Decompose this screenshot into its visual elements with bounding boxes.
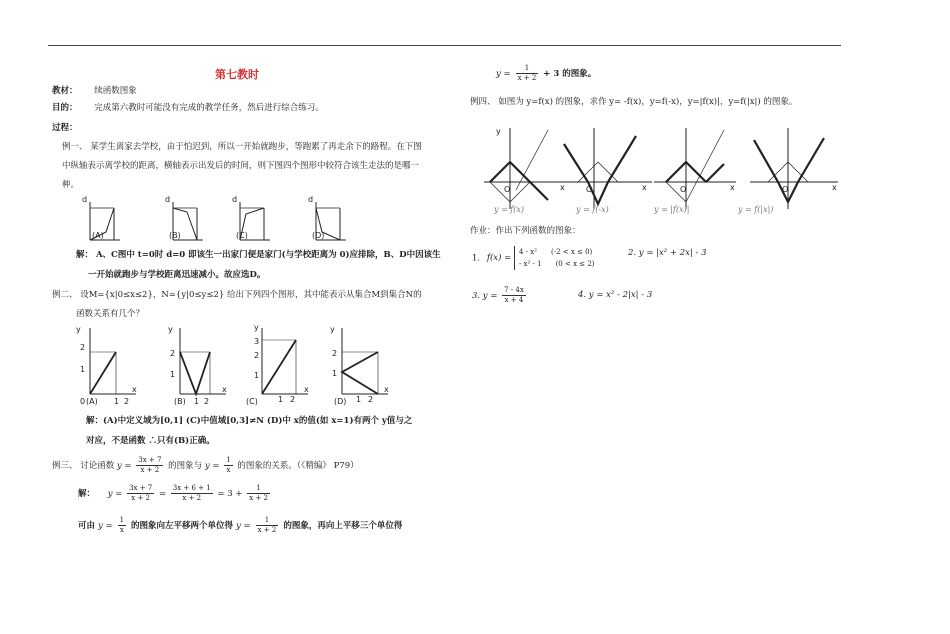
x-axis-label: x	[832, 183, 837, 192]
homework-problem-1	[472, 246, 595, 270]
example4-graph-abs-fx	[650, 124, 740, 219]
tick-1: 1	[254, 371, 260, 380]
lesson-title: 第七教时	[215, 68, 259, 81]
solution-label: 解：	[78, 489, 96, 499]
continuation-suffix: + 3 的图象。	[543, 69, 597, 79]
example3-shift-line: 可由 y = $\frac{1}{x}$ 的图象向左平移两个单位得 y = $\frac{1}{x + 2}$ 的图象，再向上平移三个单位得	[78, 516, 403, 534]
process-label: 过程：	[52, 123, 78, 133]
purpose-value: 完成第六教时可能没有完成的教学任务，然后进行综合练习。	[94, 103, 324, 113]
homework-problem-4: 4. y = x² - 2|x| - 3	[578, 290, 653, 300]
problem-1-number: 1.	[472, 253, 481, 264]
example2-line2: 函数关系有几个？	[76, 309, 145, 319]
y-eq: y =	[107, 489, 123, 499]
tick-1: 1	[356, 395, 362, 404]
material-label: 教材：	[52, 86, 78, 96]
graph-tag-b: (B)	[174, 397, 186, 406]
tick-2: 2	[254, 351, 260, 360]
example1-line2: 中纵轴表示离学校的距离，横轴表示出发后的时间，则下图四个图形中较符合该生走法的是哪一	[62, 161, 420, 171]
caption-fx: y = f(x)	[494, 205, 525, 214]
example2-graph-a	[70, 322, 140, 408]
example3-prefix: 例三、 讨论函数	[52, 461, 115, 471]
homework-title: 作业：作出下列函数的图象：	[470, 226, 581, 236]
tick-3: 3	[254, 337, 260, 346]
piecewise-cases	[514, 246, 595, 270]
fraction-5: $\frac{1}{x + 2}$	[249, 484, 268, 502]
example1-graph-c	[232, 192, 272, 242]
graph-tag-d: (D)	[334, 397, 347, 406]
shift-mid: 的图象向左平移两个单位得	[131, 521, 234, 531]
d-axis-label: d	[165, 195, 171, 204]
tick-1: 1	[278, 395, 284, 404]
example3-continuation: y = $\frac{1}{x + 2}$ + 3 的图象。	[496, 64, 597, 82]
example3-solution	[78, 484, 272, 503]
example1-answer-line2: 一开始就跑步与学校距离迅速减小。故应选D。	[88, 270, 266, 280]
tick-2: 2	[290, 395, 296, 404]
graph-tag-c: (C)	[236, 231, 248, 240]
x-axis-label: x	[560, 183, 565, 192]
example1-answer-line1: 解： A、C图中 t=0时 d=0 即该生一出家门便是家门(与学校距离为 0)应排除，B、D中因该生	[76, 250, 441, 260]
x-axis-label: x	[132, 385, 137, 394]
example1-line3: 种。	[62, 180, 80, 190]
example3-line1: 例三、 讨论函数 y = $\frac{3x + 7}{x + 2}$ 的图象与 y = $\frac{1}{x}$ 的图象的关系。（《精编》 P79）	[52, 456, 359, 474]
graph-tag-c: (C)	[246, 397, 258, 406]
tick-2: 2	[332, 349, 338, 358]
y-axis-label: y	[76, 325, 81, 334]
example3-suffix: 的图象的关系。（《精编》 P79）	[237, 461, 359, 471]
purpose-line	[52, 101, 324, 113]
fraction-7: $\frac{1}{x + 2}$	[257, 516, 277, 534]
tick-2: 2	[368, 395, 374, 404]
origin-label: O	[504, 185, 511, 194]
x-axis-label: x	[304, 385, 309, 394]
homework-problem-3	[472, 286, 528, 305]
example3-mid: 的图象与	[168, 461, 203, 471]
purpose-label: 目的：	[52, 103, 78, 113]
graph-tag-d: (D)	[312, 231, 325, 240]
origin: 0	[80, 397, 86, 406]
origin-label: O	[782, 185, 789, 194]
example2-graph-b	[160, 322, 230, 408]
caption-f-absx: y = f(|x|)	[738, 205, 774, 214]
material-value: 续函数图象	[94, 86, 137, 96]
fraction-1: $\frac{3x + 7}{x + 2}$	[138, 456, 162, 474]
d-axis-label: d	[82, 195, 88, 204]
case-2: - x² - 1	[518, 260, 542, 268]
d-axis-label: d	[308, 195, 314, 204]
example2-answer-line1: 解：(A)中定义域为[0,1] (C)中值域[0,3]≠N (D)中 x的值(如 x=1)有两个 y值与之	[86, 416, 413, 426]
x-axis-label: x	[642, 183, 647, 192]
graph-tag-a: (A)	[86, 397, 98, 406]
example2-graph-d	[322, 322, 392, 408]
caption-f-negx: y = f(-x)	[576, 205, 609, 214]
x-axis-label: x	[222, 385, 227, 394]
example4-graph-f-negx	[556, 124, 656, 219]
plus-term: = 3 +	[217, 489, 243, 499]
material-line	[52, 84, 137, 96]
y-axis-label: y	[330, 325, 335, 334]
origin-label: O	[680, 185, 687, 194]
x-axis-label: x	[730, 183, 735, 192]
shift-suffix: 的图象，再向上平移三个单位得	[283, 521, 403, 531]
caption-abs-fx: y = |f(x)|	[654, 205, 690, 214]
fraction-9: $\frac{7 - 4x}{x + 4}$	[504, 286, 524, 304]
example1-graph-b	[165, 192, 205, 242]
condition-1: (-2 < x ≤ 0)	[550, 248, 593, 256]
tick-1: 1	[114, 397, 120, 406]
tick-2: 2	[124, 397, 130, 406]
fraction-8: $\frac{1}{x + 2}$	[517, 64, 537, 82]
example1-graph-d	[308, 192, 348, 242]
y-axis-label: y	[254, 323, 259, 332]
fraction-3: $\frac{3x + 7}{x + 2}$	[129, 484, 153, 502]
y-axis-label: y	[168, 325, 173, 334]
equals-sign: =	[158, 489, 167, 499]
y-axis-label: y	[496, 127, 501, 136]
problem-1-lhs: f(x) =	[486, 253, 512, 263]
example4-line: 例四、 如图为 y=f(x) 的图象，求作 y= -f(x)，y=f(-x)，y=|f(x)|，y=f(|x|) 的图象。	[470, 97, 798, 107]
tick-1: 1	[170, 370, 176, 379]
tick-2: 2	[170, 349, 176, 358]
case-1: 4 - x²	[518, 248, 537, 256]
header-rule	[48, 45, 841, 46]
fraction-4: $\frac{3x + 6 + 1}{x + 2}$	[172, 484, 211, 502]
x-axis-label: x	[384, 385, 389, 394]
homework-problem-2: 2. y = |x² + 2x| - 3	[628, 248, 707, 258]
tick-1: 1	[80, 365, 86, 374]
example2-answer-line2: 对应，不是函数 ∴只有(B)正确。	[86, 436, 215, 446]
example2-graph-c	[242, 322, 312, 408]
example1-graph-a	[82, 192, 122, 242]
tick-1: 1	[194, 397, 200, 406]
graph-tag-a: (A)	[92, 231, 104, 240]
example4-graph-f-absx	[738, 124, 846, 219]
origin-label: O	[586, 185, 593, 194]
fraction-6: $\frac{1}{x}$	[119, 516, 125, 534]
d-axis-label: d	[232, 195, 238, 204]
tick-2: 2	[80, 343, 86, 352]
tick-2: 2	[204, 397, 210, 406]
condition-2: (0 < x ≤ 2)	[555, 260, 595, 268]
fraction-2: $\frac{1}{x}$	[226, 456, 231, 474]
tick-1: 1	[332, 369, 338, 378]
example1-line1: 例一、 某学生离家去学校，由于怕迟到，所以一开始就跑步，等跑累了再走余下的路程。在下图	[62, 142, 422, 152]
problem-3-prefix: 3. y =	[472, 291, 498, 301]
example2-line1: 例二、 设M={x|0≤x≤2}，N={y|0≤y≤2} 给出下列四个图形，其中能表示从集合M到集合N的	[52, 290, 422, 300]
shift-prefix: 可由	[78, 521, 96, 531]
graph-tag-b: (B)	[169, 231, 181, 240]
